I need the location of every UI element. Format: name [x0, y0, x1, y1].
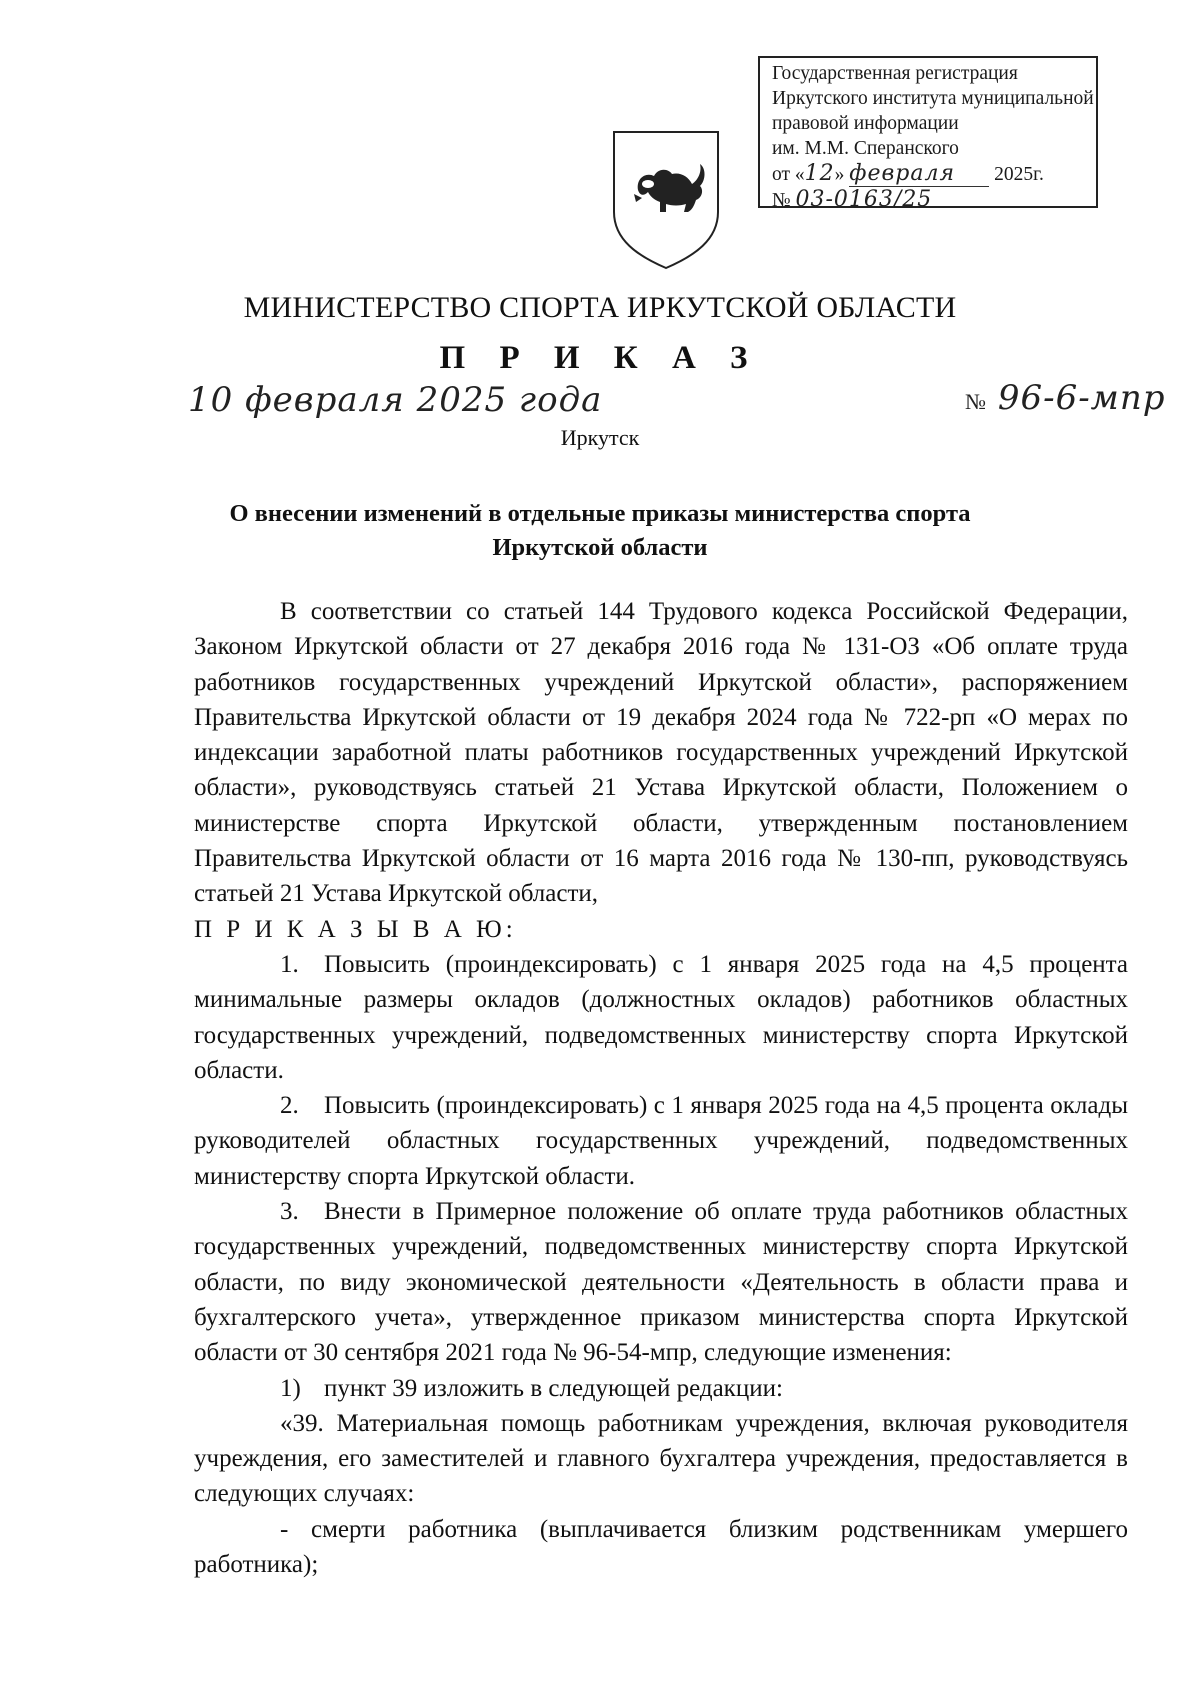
point-39-paragraph: «39. Материальная помощь работникам учреждения, включая руководителя учреждения, его заместителей и главного бухгалтера учреждения, предоставляется в следующих случаях: — [194, 1409, 1128, 1508]
city-name: Иркутск — [560, 425, 640, 450]
item-3-text: Внести в Примерное положение об оплате труда работников областных государственных учреждений, подведомственных министерству спорта Иркутской области, по виду экономической деятельности «Деятельность в области права и бухгалтерского учета», утвержденное приказом министерства спорта Иркутской области от 30 сентября 2021 года № 96-54-мпр, следующие изменения: — [194, 1198, 1128, 1367]
stamp-date-month: февраля — [849, 161, 989, 187]
stamp-line-3: правовой информации — [772, 113, 959, 134]
order-date: 10 февраля 2025 года — [188, 380, 603, 420]
item-3-number: 3. — [280, 1198, 299, 1226]
order-number — [965, 378, 1166, 418]
subitem-1-number: 1) — [280, 1374, 301, 1402]
registration-stamp — [758, 56, 1098, 212]
item-1 — [194, 947, 1128, 1088]
subitem-1-text: пункт 39 изложить в следующей редакции: — [324, 1374, 783, 1402]
document-title — [200, 497, 1000, 565]
item-2 — [194, 1088, 1128, 1194]
stamp-line-2: Иркутского института муниципальной — [772, 88, 1094, 109]
stamp-date-day: 12 — [804, 161, 835, 186]
order-number-prefix: № — [965, 389, 986, 414]
subitem-1 — [194, 1371, 1128, 1406]
dash-item-1: - смерти работника (выплачивается близким родственникам умершего работника); — [194, 1515, 1128, 1579]
document-body — [194, 594, 1128, 1582]
item-2-number: 2. — [280, 1092, 299, 1120]
document-title-line-2: Иркутской области — [492, 534, 708, 561]
stamp-date-row — [772, 161, 1086, 187]
stamp-date-prefix: от « — [772, 164, 805, 185]
preamble-paragraph: В соответствии со статьей 144 Трудового кодекса Российской Федерации, Законом Иркутской области от 27 декабря 2016 года № 131-ОЗ «Об оплате труда работников государственных учреждений Иркутской области», распоряжением Правительства Иркутской области от 19 декабря 2024 года № 722-рп «О мерах по индексации заработной платы работников государственных учреждений Иркутской области», руководствуясь статьей 21 Устава Иркутской области, Положением о министерстве спорта Иркутской области, утвержденным постановлением Правительства Иркутской области от 16 марта 2016 года № 130-пп, руководствуясь статьей 21 Устава Иркутской области, — [194, 598, 1128, 908]
stamp-line-4: им. М.М. Сперанского — [772, 138, 959, 159]
stamp-date-mid: » — [834, 164, 845, 185]
item-1-number: 1. — [280, 950, 299, 978]
ministry-name: МИНИСТЕРСТВО СПОРТА ИРКУТСКОЙ ОБЛАСТИ — [243, 291, 957, 324]
coat-of-arms-icon — [608, 128, 724, 270]
order-number-value: 96-6-мпр — [997, 378, 1166, 418]
item-1-text: Повысить (проиндексировать) с 1 января 2025 года на 4,5 процента минимальные размеры окладов (должностных окладов) работников областных государственных учреждений, подведомственных министерству спорта Иркутской области. — [194, 950, 1128, 1084]
stamp-date-year: 2025г. — [994, 164, 1044, 185]
stamp-number-prefix: № — [772, 190, 791, 211]
prikazyvayu-heading: П Р И К А З Ы В А Ю: — [194, 915, 517, 943]
order-title: П Р И К А З — [439, 340, 761, 376]
stamp-number-value: 03-0163/25 — [795, 187, 933, 212]
stamp-number-row — [772, 187, 1086, 213]
stamp-line-1: Государственная регистрация — [772, 63, 1018, 84]
item-2-text: Повысить (проиндексировать) с 1 января 2025 года на 4,5 процента оклады руководителей областных государственных учреждений, подведомственных министерству спорта Иркутской области. — [194, 1092, 1128, 1190]
item-3 — [194, 1194, 1128, 1370]
document-title-line-1: О внесении изменений в отдельные приказы министерства спорта — [229, 500, 971, 527]
